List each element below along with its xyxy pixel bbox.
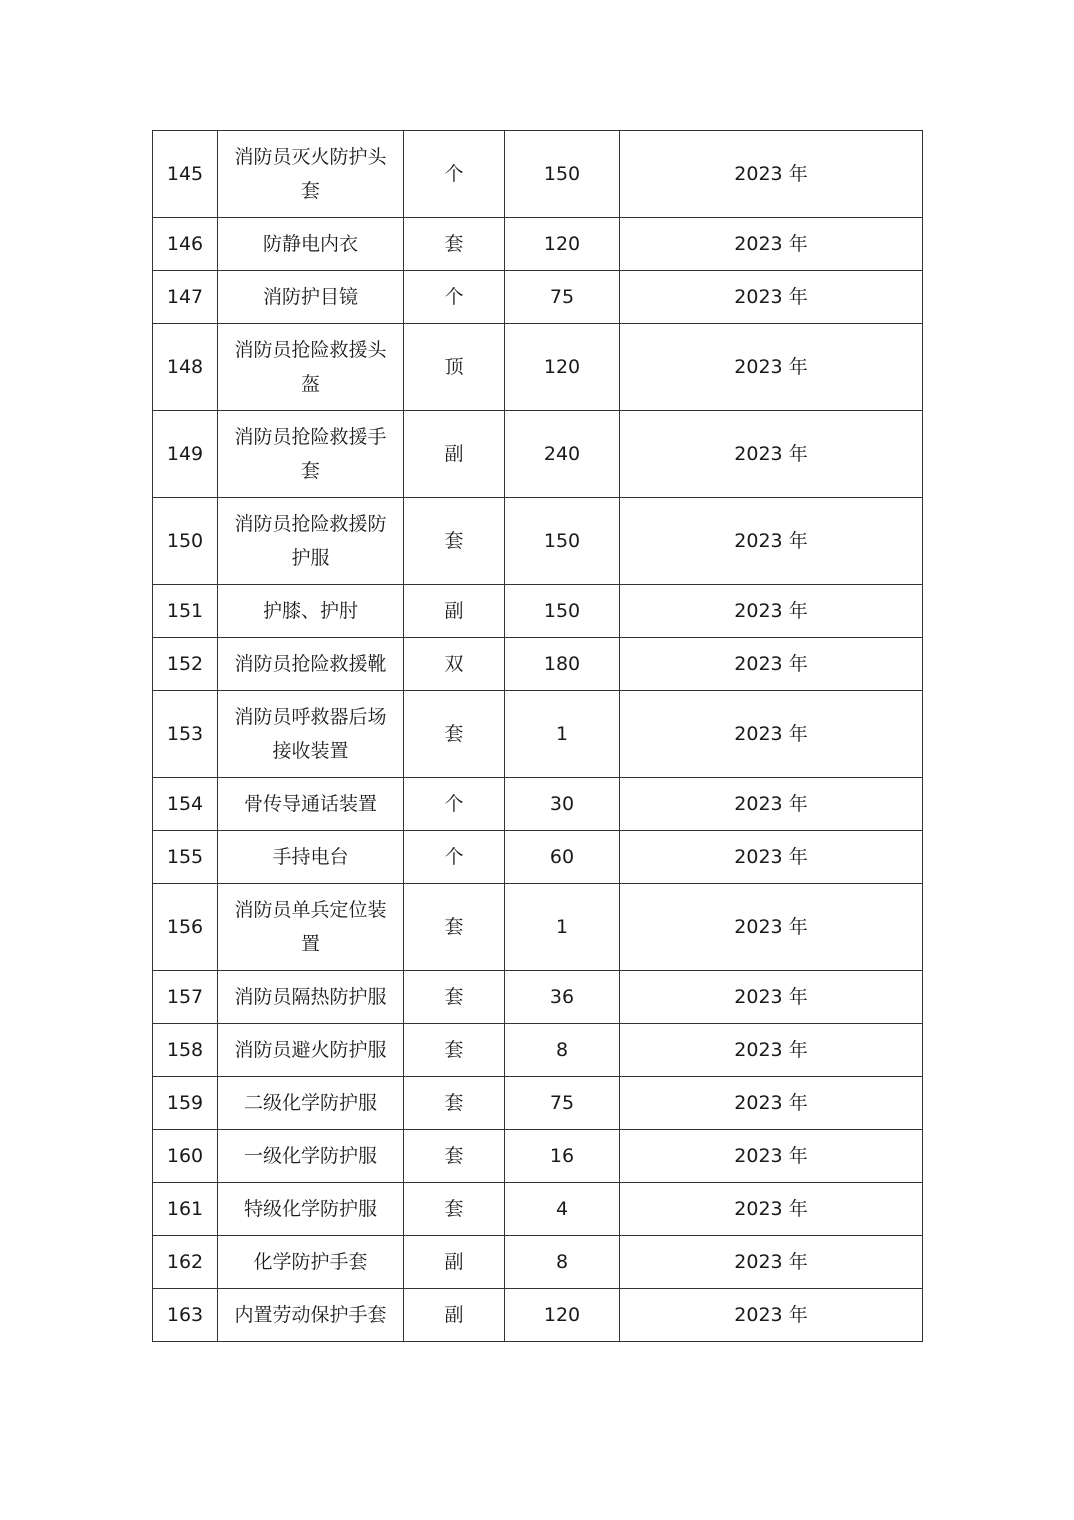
item-quantity: 1 xyxy=(505,884,620,971)
item-name: 消防员抢险救援头盔 xyxy=(218,324,404,411)
item-name: 消防员灭火防护头套 xyxy=(218,131,404,218)
table-row xyxy=(153,585,923,638)
table-row xyxy=(153,218,923,271)
item-name: 消防员抢险救援防护服 xyxy=(218,498,404,585)
table-row xyxy=(153,1236,923,1289)
table-row xyxy=(153,411,923,498)
item-name: 特级化学防护服 xyxy=(218,1183,404,1236)
row-number: 159 xyxy=(153,1077,218,1130)
table-row xyxy=(153,1183,923,1236)
table-row xyxy=(153,1130,923,1183)
item-unit: 个 xyxy=(404,778,505,831)
item-year: 2023 年 xyxy=(620,218,923,271)
item-name: 二级化学防护服 xyxy=(218,1077,404,1130)
item-quantity: 8 xyxy=(505,1236,620,1289)
row-number: 155 xyxy=(153,831,218,884)
table-row xyxy=(153,778,923,831)
table-row xyxy=(153,271,923,324)
item-year: 2023 年 xyxy=(620,411,923,498)
item-unit: 套 xyxy=(404,884,505,971)
item-unit: 套 xyxy=(404,691,505,778)
row-number: 156 xyxy=(153,884,218,971)
item-quantity: 36 xyxy=(505,971,620,1024)
row-number: 153 xyxy=(153,691,218,778)
item-unit: 副 xyxy=(404,1289,505,1342)
item-year: 2023 年 xyxy=(620,884,923,971)
table-row xyxy=(153,884,923,971)
item-unit: 套 xyxy=(404,1077,505,1130)
item-quantity: 4 xyxy=(505,1183,620,1236)
item-year: 2023 年 xyxy=(620,324,923,411)
row-number: 154 xyxy=(153,778,218,831)
row-number: 163 xyxy=(153,1289,218,1342)
item-year: 2023 年 xyxy=(620,131,923,218)
item-quantity: 120 xyxy=(505,1289,620,1342)
table-row xyxy=(153,1289,923,1342)
item-unit: 套 xyxy=(404,1183,505,1236)
item-quantity: 240 xyxy=(505,411,620,498)
item-unit: 套 xyxy=(404,1024,505,1077)
row-number: 151 xyxy=(153,585,218,638)
table-row xyxy=(153,131,923,218)
item-year: 2023 年 xyxy=(620,1236,923,1289)
table-row xyxy=(153,1077,923,1130)
item-unit: 套 xyxy=(404,1130,505,1183)
row-number: 147 xyxy=(153,271,218,324)
table-row xyxy=(153,498,923,585)
item-year: 2023 年 xyxy=(620,778,923,831)
item-year: 2023 年 xyxy=(620,691,923,778)
item-name: 内置劳动保护手套 xyxy=(218,1289,404,1342)
row-number: 146 xyxy=(153,218,218,271)
item-unit: 副 xyxy=(404,585,505,638)
item-quantity: 75 xyxy=(505,1077,620,1130)
item-year: 2023 年 xyxy=(620,831,923,884)
item-year: 2023 年 xyxy=(620,585,923,638)
item-name: 一级化学防护服 xyxy=(218,1130,404,1183)
item-unit: 个 xyxy=(404,131,505,218)
item-year: 2023 年 xyxy=(620,1024,923,1077)
item-quantity: 8 xyxy=(505,1024,620,1077)
item-quantity: 75 xyxy=(505,271,620,324)
item-year: 2023 年 xyxy=(620,971,923,1024)
item-quantity: 60 xyxy=(505,831,620,884)
item-quantity: 16 xyxy=(505,1130,620,1183)
item-quantity: 180 xyxy=(505,638,620,691)
table-row xyxy=(153,971,923,1024)
item-name: 护膝、护肘 xyxy=(218,585,404,638)
item-name: 消防员呼救器后场接收装置 xyxy=(218,691,404,778)
item-unit: 个 xyxy=(404,271,505,324)
item-quantity: 150 xyxy=(505,498,620,585)
item-unit: 个 xyxy=(404,831,505,884)
row-number: 158 xyxy=(153,1024,218,1077)
item-unit: 副 xyxy=(404,1236,505,1289)
table-row xyxy=(153,324,923,411)
table-row xyxy=(153,638,923,691)
row-number: 160 xyxy=(153,1130,218,1183)
item-quantity: 120 xyxy=(505,218,620,271)
row-number: 157 xyxy=(153,971,218,1024)
item-year: 2023 年 xyxy=(620,1289,923,1342)
item-unit: 套 xyxy=(404,971,505,1024)
item-year: 2023 年 xyxy=(620,1130,923,1183)
item-year: 2023 年 xyxy=(620,498,923,585)
item-name: 防静电内衣 xyxy=(218,218,404,271)
row-number: 149 xyxy=(153,411,218,498)
item-name: 手持电台 xyxy=(218,831,404,884)
equipment-table xyxy=(152,130,923,1342)
row-number: 150 xyxy=(153,498,218,585)
row-number: 152 xyxy=(153,638,218,691)
item-name: 消防员抢险救援靴 xyxy=(218,638,404,691)
row-number: 161 xyxy=(153,1183,218,1236)
item-name: 消防员单兵定位装置 xyxy=(218,884,404,971)
item-quantity: 150 xyxy=(505,131,620,218)
row-number: 162 xyxy=(153,1236,218,1289)
item-name: 消防员隔热防护服 xyxy=(218,971,404,1024)
item-year: 2023 年 xyxy=(620,1077,923,1130)
item-unit: 套 xyxy=(404,218,505,271)
item-year: 2023 年 xyxy=(620,271,923,324)
item-name: 骨传导通话装置 xyxy=(218,778,404,831)
item-name: 化学防护手套 xyxy=(218,1236,404,1289)
table-row xyxy=(153,1024,923,1077)
equipment-table-body xyxy=(153,131,923,1342)
item-unit: 副 xyxy=(404,411,505,498)
item-quantity: 1 xyxy=(505,691,620,778)
table-row xyxy=(153,691,923,778)
item-name: 消防护目镜 xyxy=(218,271,404,324)
item-quantity: 30 xyxy=(505,778,620,831)
item-unit: 套 xyxy=(404,498,505,585)
item-year: 2023 年 xyxy=(620,1183,923,1236)
row-number: 145 xyxy=(153,131,218,218)
table-row xyxy=(153,831,923,884)
item-unit: 顶 xyxy=(404,324,505,411)
item-year: 2023 年 xyxy=(620,638,923,691)
item-unit: 双 xyxy=(404,638,505,691)
item-name: 消防员避火防护服 xyxy=(218,1024,404,1077)
item-quantity: 120 xyxy=(505,324,620,411)
item-quantity: 150 xyxy=(505,585,620,638)
item-name: 消防员抢险救援手套 xyxy=(218,411,404,498)
row-number: 148 xyxy=(153,324,218,411)
